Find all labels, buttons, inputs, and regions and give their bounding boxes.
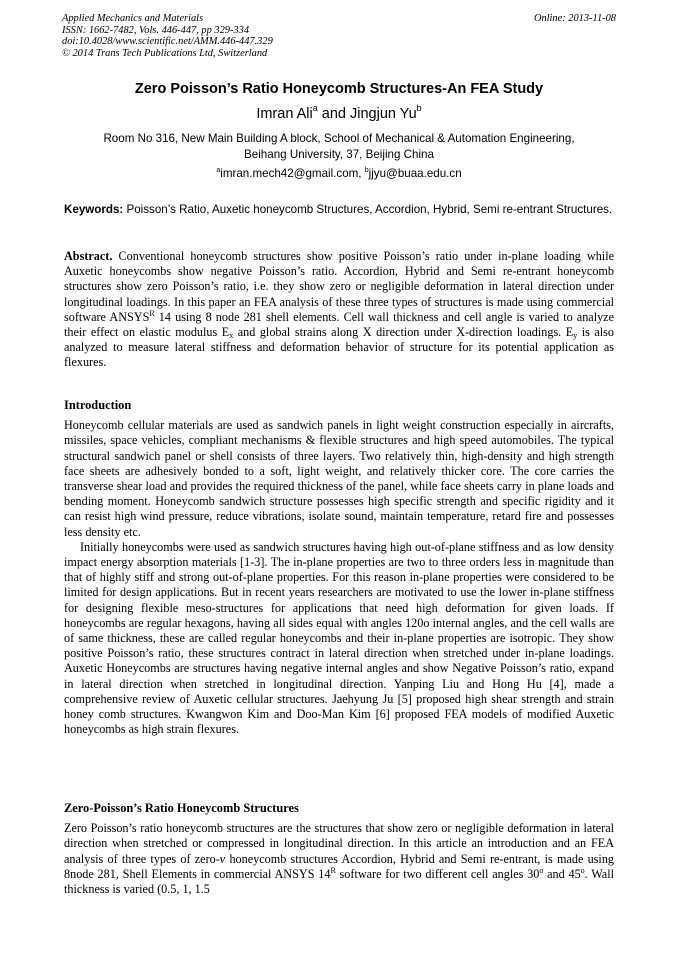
author-1-affil-mark: a [312,103,318,113]
paper-title: Zero Poisson’s Ratio Honeycomb Structures-An FEA Study [134,81,544,97]
zpr-text-1: Zero Poisson’s ratio honeycomb structures are the structures that show zero or negligible deformation in lateral direction when stretched or compressed in longitudinal direction. In this article an introduction and an FEA analysis of three types of zero- [64,821,614,866]
zero-poisson-paragraph [64,821,614,897]
journal-header [62,13,616,59]
abstract-text-2: 14 using 8 node 281 shell elements. Cell wall thickness and cell angle is varied to analyze their effect on elastic modulus E [64,309,614,340]
nu-symbol: v [219,851,226,866]
abstract-label: Abstract. [64,249,113,263]
introduction-section [64,398,614,737]
affiliation-line-1: Room No 316, New Main Building A block, School of Mechanical & Automation Engineering, [103,132,575,145]
author-line [40,103,638,122]
introduction-heading: Introduction [64,398,132,412]
doi: doi:10.4028/www.scientific.net/AMM.446-447.329 [62,36,273,48]
zpr-text-5: . Wall thickness is varied (0.5, 1, 1.5 [64,866,614,897]
zero-poisson-heading: Zero-Poisson’s Ratio Honeycomb Structures [64,801,299,815]
email-a: imran.mech42@gmail.com, [220,167,365,180]
abstract-text-1: Conventional honeycomb structures show positive Poisson’s ratio under in-plane loading while Auxetic honeycombs show negative Poisson’s ratio. Accordion, Hybrid and Semi re-entrant honeycomb structures show zero Poisson’s ratio, i.e. they show zero or negligible deformation in lateral direction under longitudinal loadings. In this paper an FEA analysis of these three types of structures is made using commercial software ANSYS [64,249,614,324]
abstract-text-3: and global strains along X direction under X-direction loadings. E [233,325,574,340]
abstract-paragraph [64,249,614,371]
subscript-x: x [229,331,234,341]
zpr-text-4: and 45 [543,866,581,881]
author-2: Jingjun Yu [350,106,417,122]
author-emails [40,167,638,180]
affiliation-line-2: Beihang University, 37, Beijing China [244,148,434,161]
email-b: jjyu@buaa.edu.cn [368,167,462,180]
keywords-label: Keywords: [64,203,124,216]
author-conjunction: and [317,106,350,122]
registered-mark-2: R [330,865,336,875]
degree-mark-2: o [580,865,585,875]
introduction-paragraph-2: Initially honeycombs were used as sandwich structures having high out-of-plane stiffness and as low density impact energy absorption materials [1-3]. The in-plane properties are two to three orders less in magnitude than that of highly stiff and strong out-of-plane properties. For this reason in-plane properties were considered to be limited for design applications. But in recent years researchers are motivated to use the lower in-plane stiffness for designing flexible meso-structures for applications that need high deformation for given loads. If honeycombs are regular hexagons, having all sides equal with angles 120o internal angles, and the cell walls are of same thickness, these are called regular honeycombs and their in-plane properties are isotropic. They show positive Poisson’s ratio, these structures contract in lateral direction when stretched under in-plane loadings. Auxetic Honeycombs are structures having negative internal angles and show Negative Poisson’s ratio, expand in lateral direction when stretched in longitudinal direction. Yanping Liu and Hong Hu [4], made a comprehensive review of Auxetic cellular structures. Jaehyung Ju [5] proposed high shear strength and strain honey comb structures. Kwangwon Kim and Doo-Man Kim [6] proposed FEA models of modified Auxetic honeycombs as high strain flexures. [64,539,614,737]
copyright: © 2014 Trans Tech Publications Ltd, Switzerland [62,47,268,59]
zero-poisson-section [64,801,614,897]
email-b-mark: b [364,167,369,174]
abstract [64,249,614,371]
registered-mark: R [149,308,155,318]
issn: ISSN: 1662-7482, Vols. 446-447, pp 329-334 [62,24,250,36]
author-2-affil-mark: b [416,103,422,113]
affiliation [70,131,608,163]
keywords [64,202,614,217]
abstract-text-4: is also analyzed to measure lateral stiffness and deformation behavior of structure for its potential application as flexures. [64,325,615,370]
degree-mark-1: o [539,865,544,875]
keywords-text: Poisson’s Ratio, Auxetic honeycomb Structures, Accordion, Hybrid, Semi re-entrant Structures. [123,203,613,216]
author-1: Imran Ali [256,106,313,122]
zpr-text-3: software for two different cell angles 30 [335,866,540,881]
journal-name: Applied Mechanics and Materials [62,13,204,24]
introduction-paragraph-1: Honeycomb cellular materials are used as sandwich panels in light weight construction especially in aircrafts, missiles, space vehicles, compliant mechanisms & flexible structures and high speed automobiles. The typical structural sandwich panel or shell consists of three layers. Two relatively thin, high-density and high strength face sheets are adhesively bonded to a soft, light weight, and relatively thicker core. The core carries the transverse shear load and provides the required thickness of the panel, while face sheets carry in plane loads and bending moment. Honeycomb sandwich structure possesses high specific strength and specific rigidity and it can resist high wind pressure, reduce vibrations, isolate sound, maintain temperature, retard fire and possesses less density etc. [64,418,614,539]
email-a-mark: a [216,167,221,174]
subscript-y: y [573,331,578,341]
zpr-text-2: honeycomb structures Accordion, Hybrid and Semi re-entrant, is made using 8node 281, Shell Elements in commercial ANSYS 14 [64,851,615,881]
online-date: Online: 2013-11-08 [533,13,616,24]
